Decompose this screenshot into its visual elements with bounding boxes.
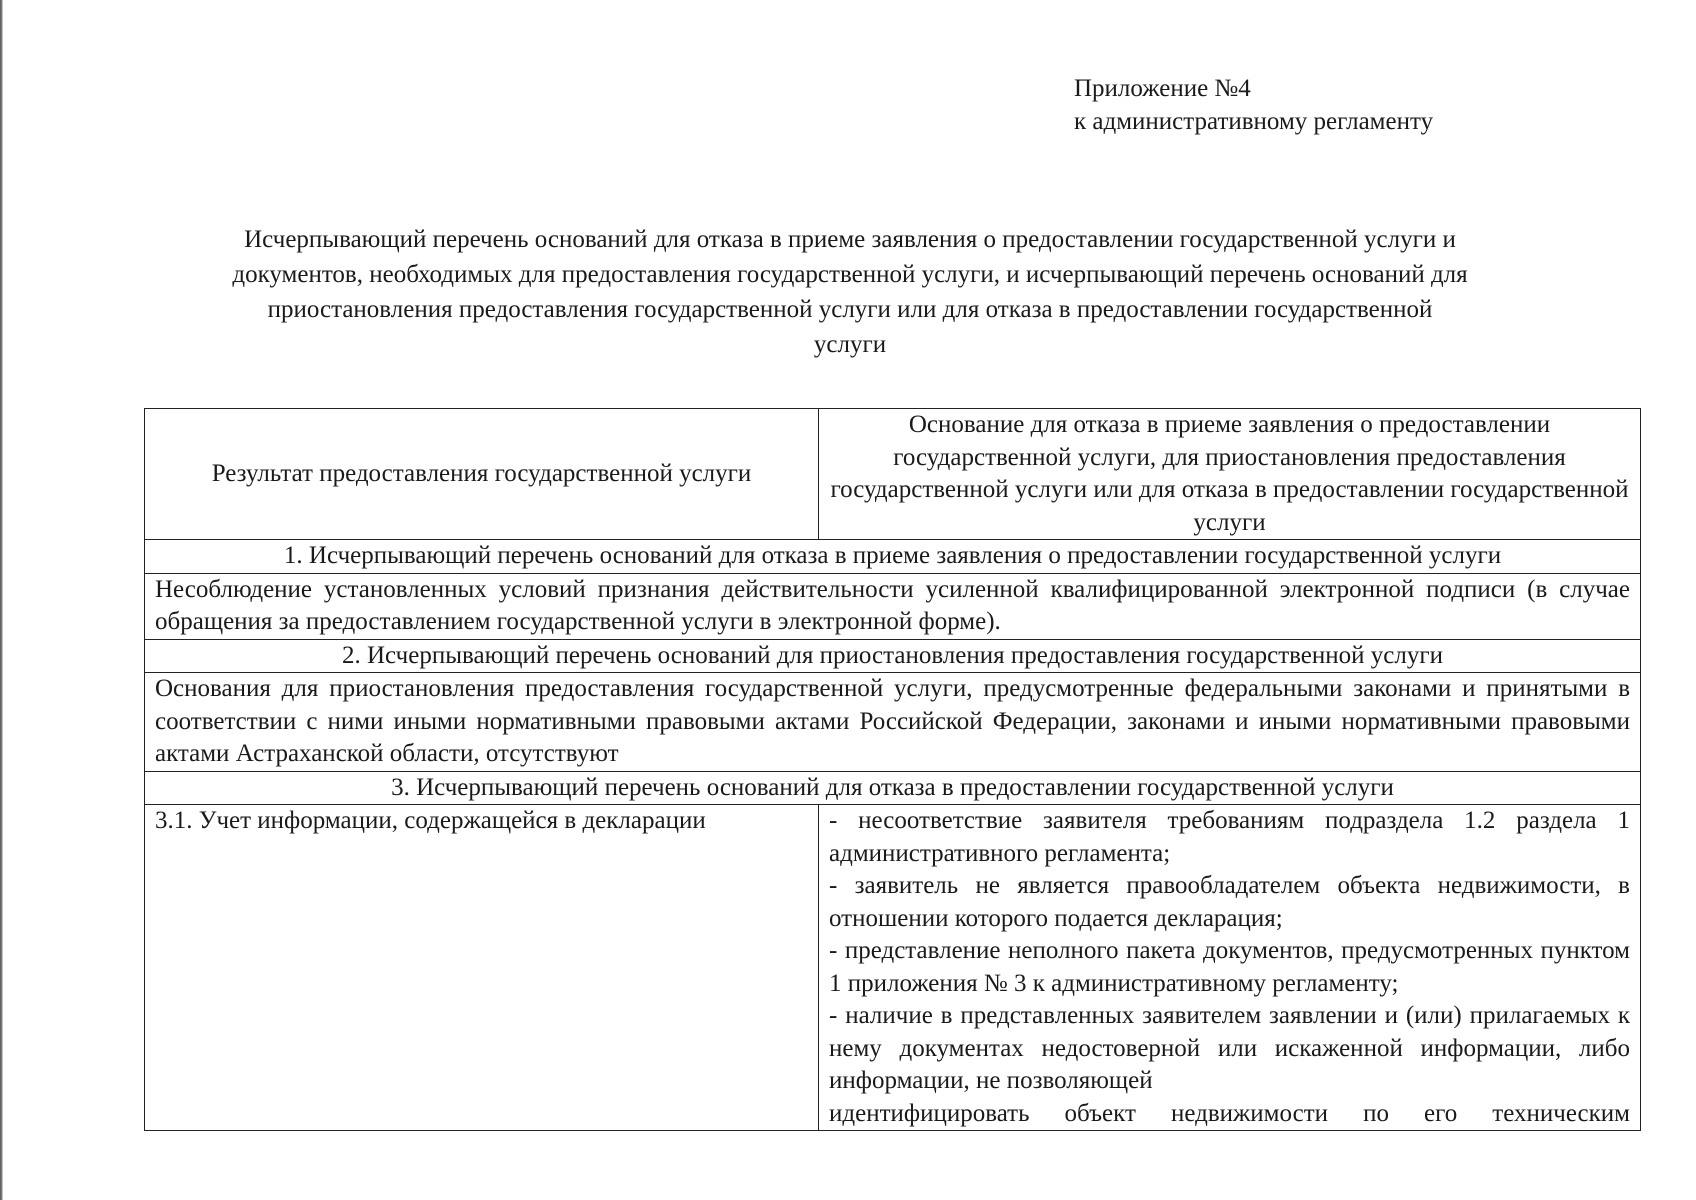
title-line-1: Исчерпывающий перечень оснований для отказа в приеме заявления о предоставлении государственной услуги и — [244, 226, 1456, 253]
section-1-title-row — [145, 540, 1641, 574]
section-2-title: 2. Исчерпывающий перечень оснований для приостановления предоставления государственной услуги — [145, 639, 1641, 673]
title-line-2: документов, необходимых для предоставления государственной услуги, и исчерпывающий перечень оснований для — [232, 261, 1468, 288]
section-2-title-row — [145, 639, 1641, 673]
section-3-title: 3. Исчерпывающий перечень оснований для отказа в предоставлении государственной услуги — [145, 771, 1641, 805]
row-3-1 — [145, 805, 1641, 1131]
table-header-row — [145, 409, 1641, 540]
row-3-1-reasons — [819, 805, 1641, 1131]
scan-edge — [0, 0, 3, 1200]
reason-item: - наличие в представленных заявителем заявлении и (или) прилагаемых к нему документах недостоверной или искаженной информации, либо информации, не позволяющей — [829, 1002, 1630, 1094]
title-line-3: приостановления предоставления государственной услуги или для отказа в предоставлении государственной — [267, 296, 1433, 323]
header-result: Результат предоставления государственной услуги — [145, 409, 819, 540]
appendix-reference — [1074, 72, 1433, 138]
section-2-row — [145, 673, 1641, 772]
grounds-table — [144, 408, 1641, 1131]
section-1-row — [145, 573, 1641, 639]
reason-item-cut: идентифицировать объект недвижимости по его техническим — [829, 1099, 1630, 1127]
section-1-title: 1. Исчерпывающий перечень оснований для отказа в приеме заявления о предоставлении государственной услуги — [145, 540, 1641, 574]
section-1-text: Несоблюдение установленных условий признания действительности усиленной квалифицированной электронной подписи (в случае обращения за предоставлением государственной услуги в электронной форме). — [145, 573, 1641, 639]
header-grounds: Основание для отказа в приеме заявления о предоставлении государственной услуги, для приостановления предоставления государственной услуги или для отказа в предоставлении государственной услуги — [819, 409, 1641, 540]
section-2-text: Основания для приостановления предоставления государственной услуги, предусмотренные федеральными законами и принятыми в соответствии с ними иными нормативными правовыми актами Российской Федерации, законами и иными нормативными правовыми актами Астраханской области, отсутствуют — [145, 673, 1641, 772]
appendix-regulation: к административному регламенту — [1074, 108, 1434, 135]
appendix-number: Приложение №4 — [1074, 75, 1251, 102]
title-line-4: услуги — [813, 331, 887, 358]
reason-item: - несоответствие заявителя требованиям подраздела 1.2 раздела 1 административного регламента; — [829, 807, 1630, 867]
reason-item: - представление неполного пакета документов, предусмотренных пунктом 1 приложения № 3 к административному регламенту; — [829, 937, 1630, 997]
document-title — [140, 222, 1560, 362]
section-3-title-row — [145, 771, 1641, 805]
row-3-1-result: 3.1. Учет информации, содержащейся в декларации — [145, 805, 819, 1131]
reason-item: - заявитель не является правообладателем объекта недвижимости, в отношении которого подается декларация; — [829, 872, 1630, 932]
